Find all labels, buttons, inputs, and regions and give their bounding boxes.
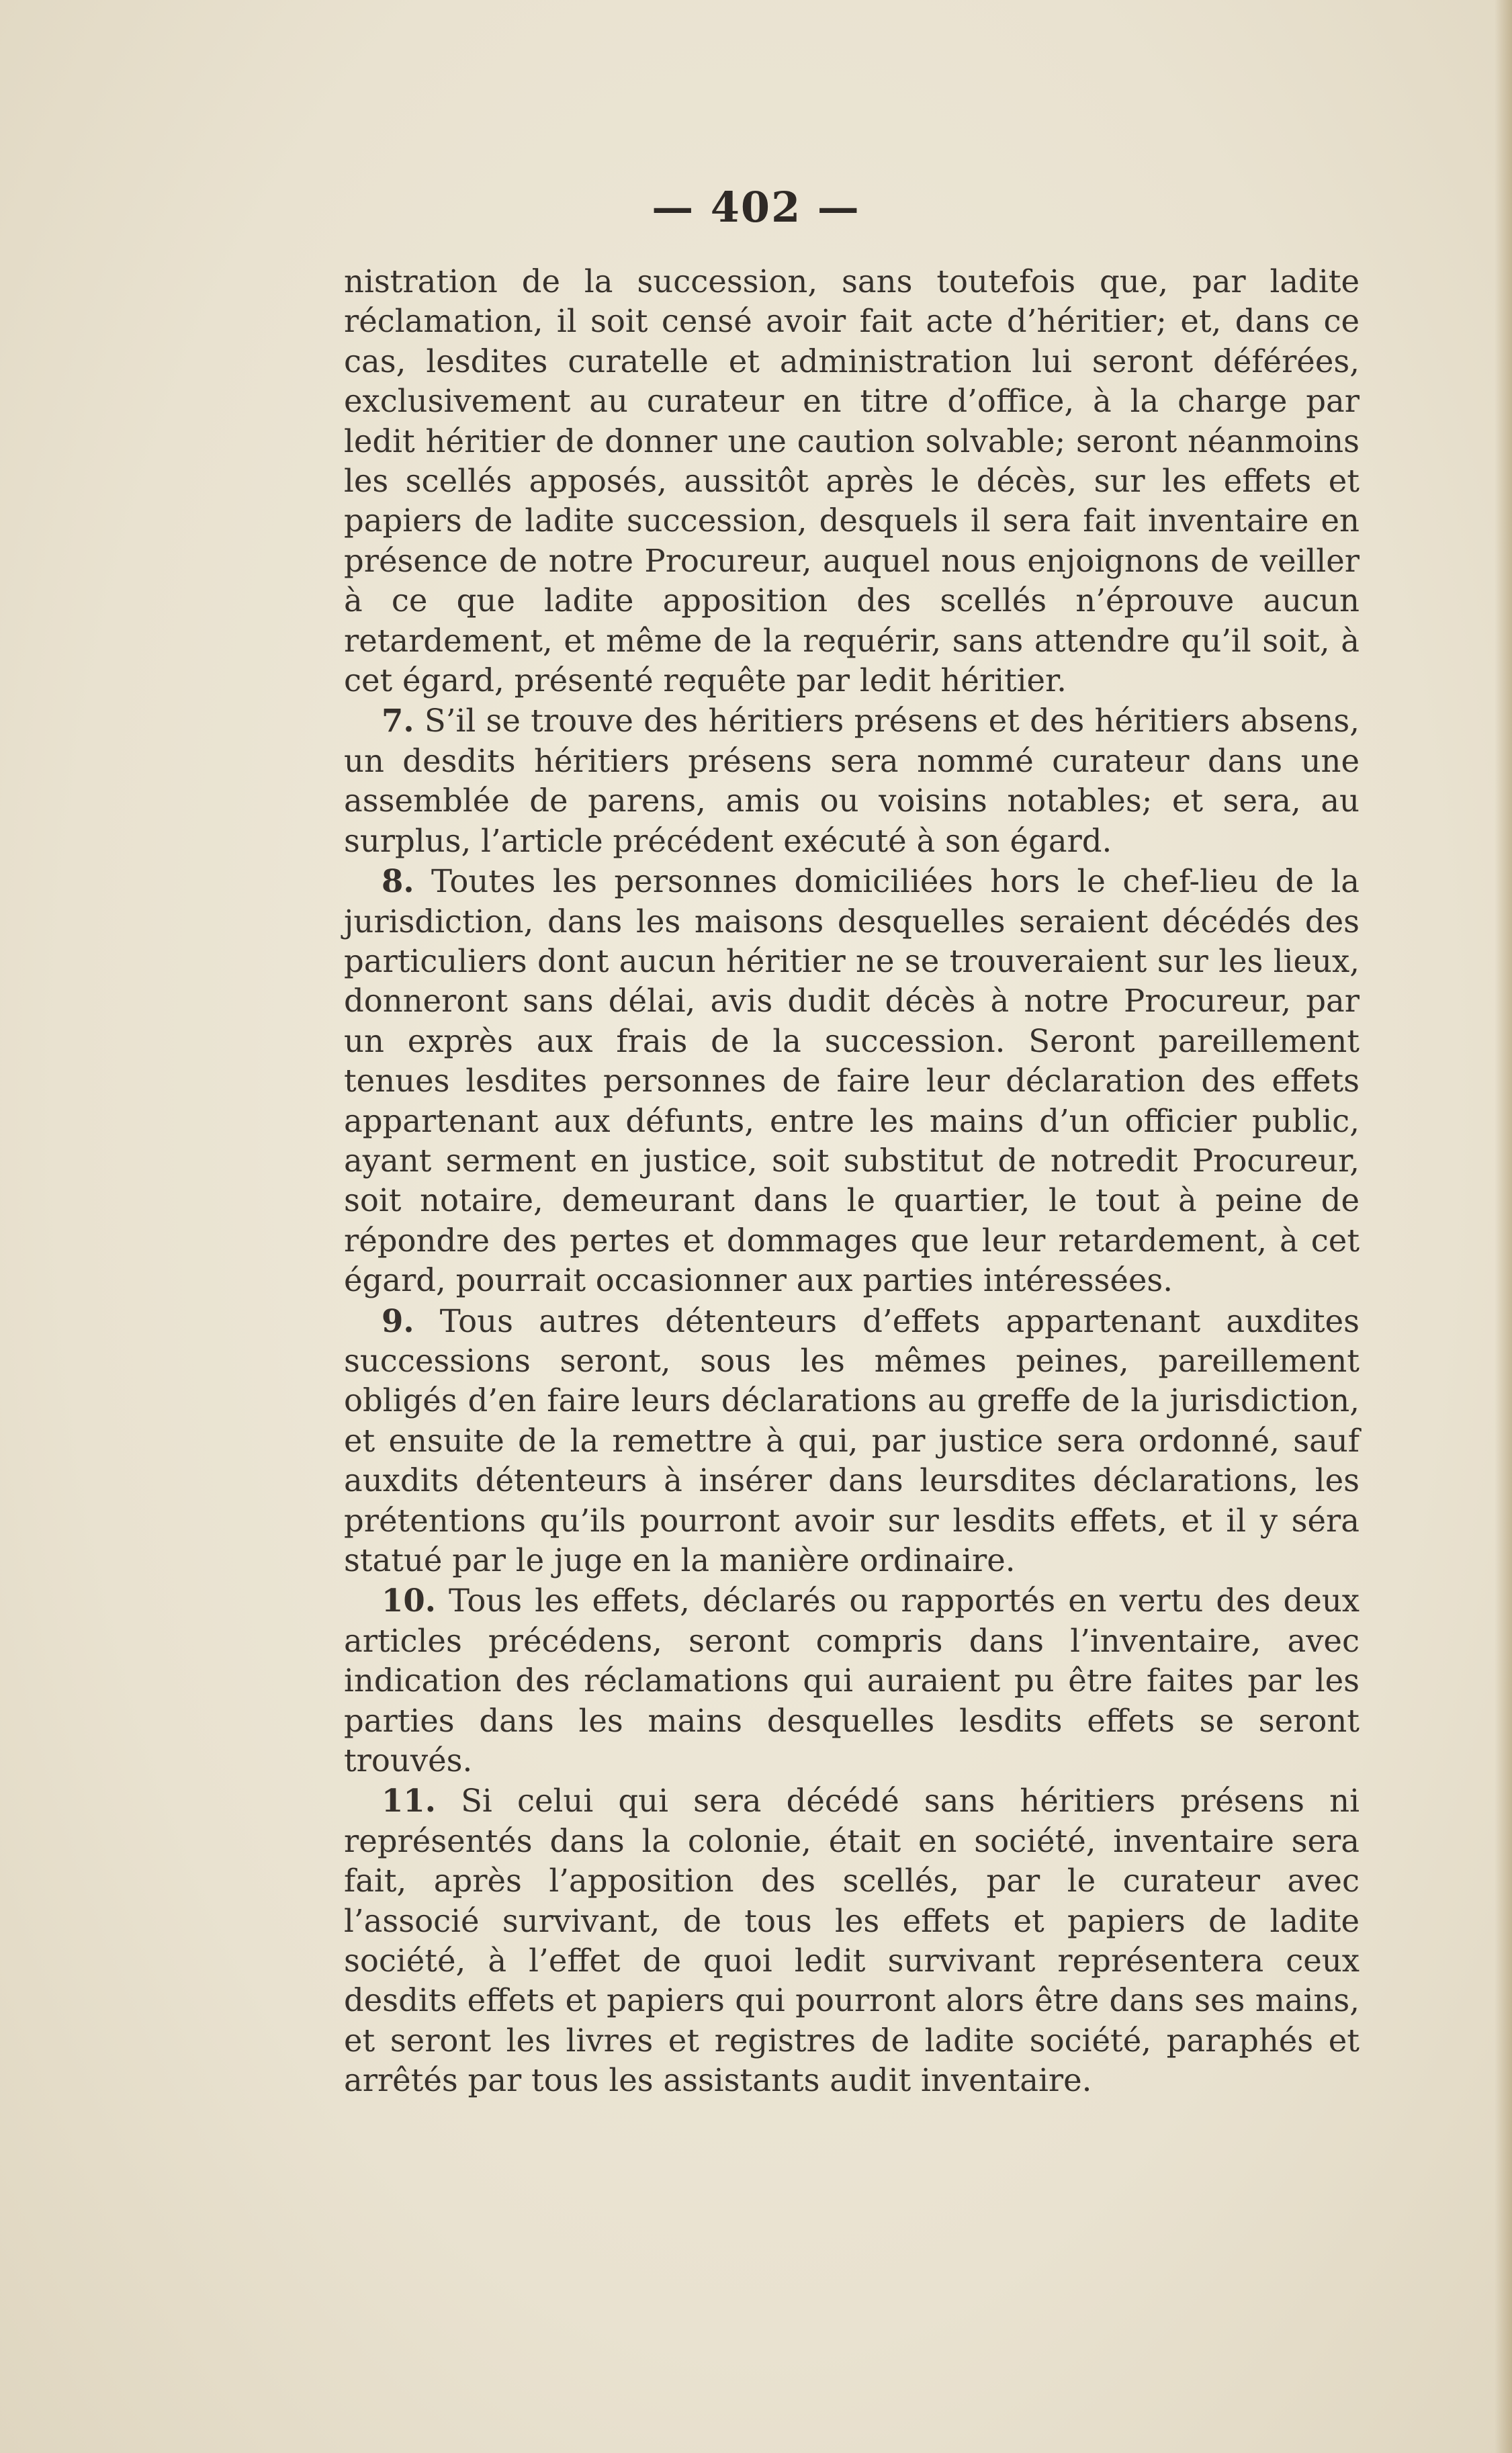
page-number: — 402 — <box>652 183 860 232</box>
paragraph-continuation <box>344 262 1360 701</box>
article-text: Si celui qui sera décédé sans héritiers présens ni représentés dans la colonie, était en société, inventaire sera fait, après l’apposition des scellés, par le curateur avec l’associé survivant, de tous les effets et papiers de ladite société, à l’effet de quoi ledit survivant représentera ceux desdits effets et papiers qui pourront alors être dans ses mains, et seront les livres et registres de ladite société, paraphés et arrêtés par tous les assistants audit inventaire. <box>344 1783 1360 2099</box>
article-number: 9. <box>382 1302 414 1339</box>
article-number: 7. <box>382 702 414 740</box>
article-number: 8. <box>382 862 414 900</box>
article-text: Tous les effets, déclarés ou rapportés en vertu des deux articles précédens, seront compris dans l’inventaire, avec indication des réclamations qui auraient pu être faites par les parties dans les mains desquelles lesdits effets se seront trouvés. <box>344 1582 1360 1779</box>
article-number: 10. <box>382 1582 436 1619</box>
article-text: Tous autres détenteurs d’effets appartenant auxdites successions seront, sous les mêmes peines, pareillement obligés d’en faire leurs déclarations au greffe de la jurisdiction, et ensuite de la remettre à qui, par justice sera ordonné, sauf auxdits détenteurs à insérer dans leursdites déclarations, les prétentions qu’ils pourront avoir sur lesdits effets, et il y séra statué par le juge en la manière ordinaire. <box>344 1302 1360 1578</box>
article-7 <box>344 701 1360 861</box>
article-10 <box>344 1580 1360 1781</box>
article-11 <box>344 1781 1360 2100</box>
article-text: Toutes les personnes domiciliées hors le chef-lieu de la jurisdiction, dans les maisons desquelles seraient décédés des particuliers dont aucun héritier ne se trouveraient sur les lieux, donneront sans délai, avis dudit décès à notre Procureur, par un exprès aux frais de la succession. Seront pareillement tenues lesdites personnes de faire leur déclaration des effets appartenant aux défunts, entre les mains d’un officier public, ayant serment en justice, soit substitut de notredit Procureur, soit notaire, demeurant dans le quartier, le tout à peine de répondre des pertes et dommages que leur retardement, à cet égard, pourrait occasionner aux parties intéressées. <box>344 863 1360 1299</box>
page-edge-shadow <box>1495 0 1512 2453</box>
article-number: 11. <box>382 1782 436 1820</box>
paragraph-text: nistration de la succession, sans toutefois que, par ladite réclamation, il soit censé avoir fait acte d’héritier; et, dans ce cas, lesdites curatelle et administration lui seront déférées, exclusivement au curateur en titre d’office, à la charge par ledit héritier de donner une caution solvable; seront néanmoins les scellés apposés, aussitôt après le décès, sur les effets et papiers de ladite succession, desquels il sera fait inventaire en présence de notre Procureur, auquel nous enjoignons de veiller à ce que ladite apposition des scellés n’éprouve aucun retardement, et même de la requérir, sans attendre qu’il soit, à cet égard, présenté requête par ledit héritier. <box>344 263 1360 699</box>
article-text: S’il se trouve des héritiers présens et des héritiers absens, un desdits héritiers présens sera nommé curateur dans une assemblée de parens, amis ou voisins notables; et sera, au surplus, l’article précédent exécuté à son égard. <box>344 703 1360 859</box>
body-text <box>344 262 1360 2101</box>
article-8 <box>344 861 1360 1300</box>
article-9 <box>344 1301 1360 1581</box>
